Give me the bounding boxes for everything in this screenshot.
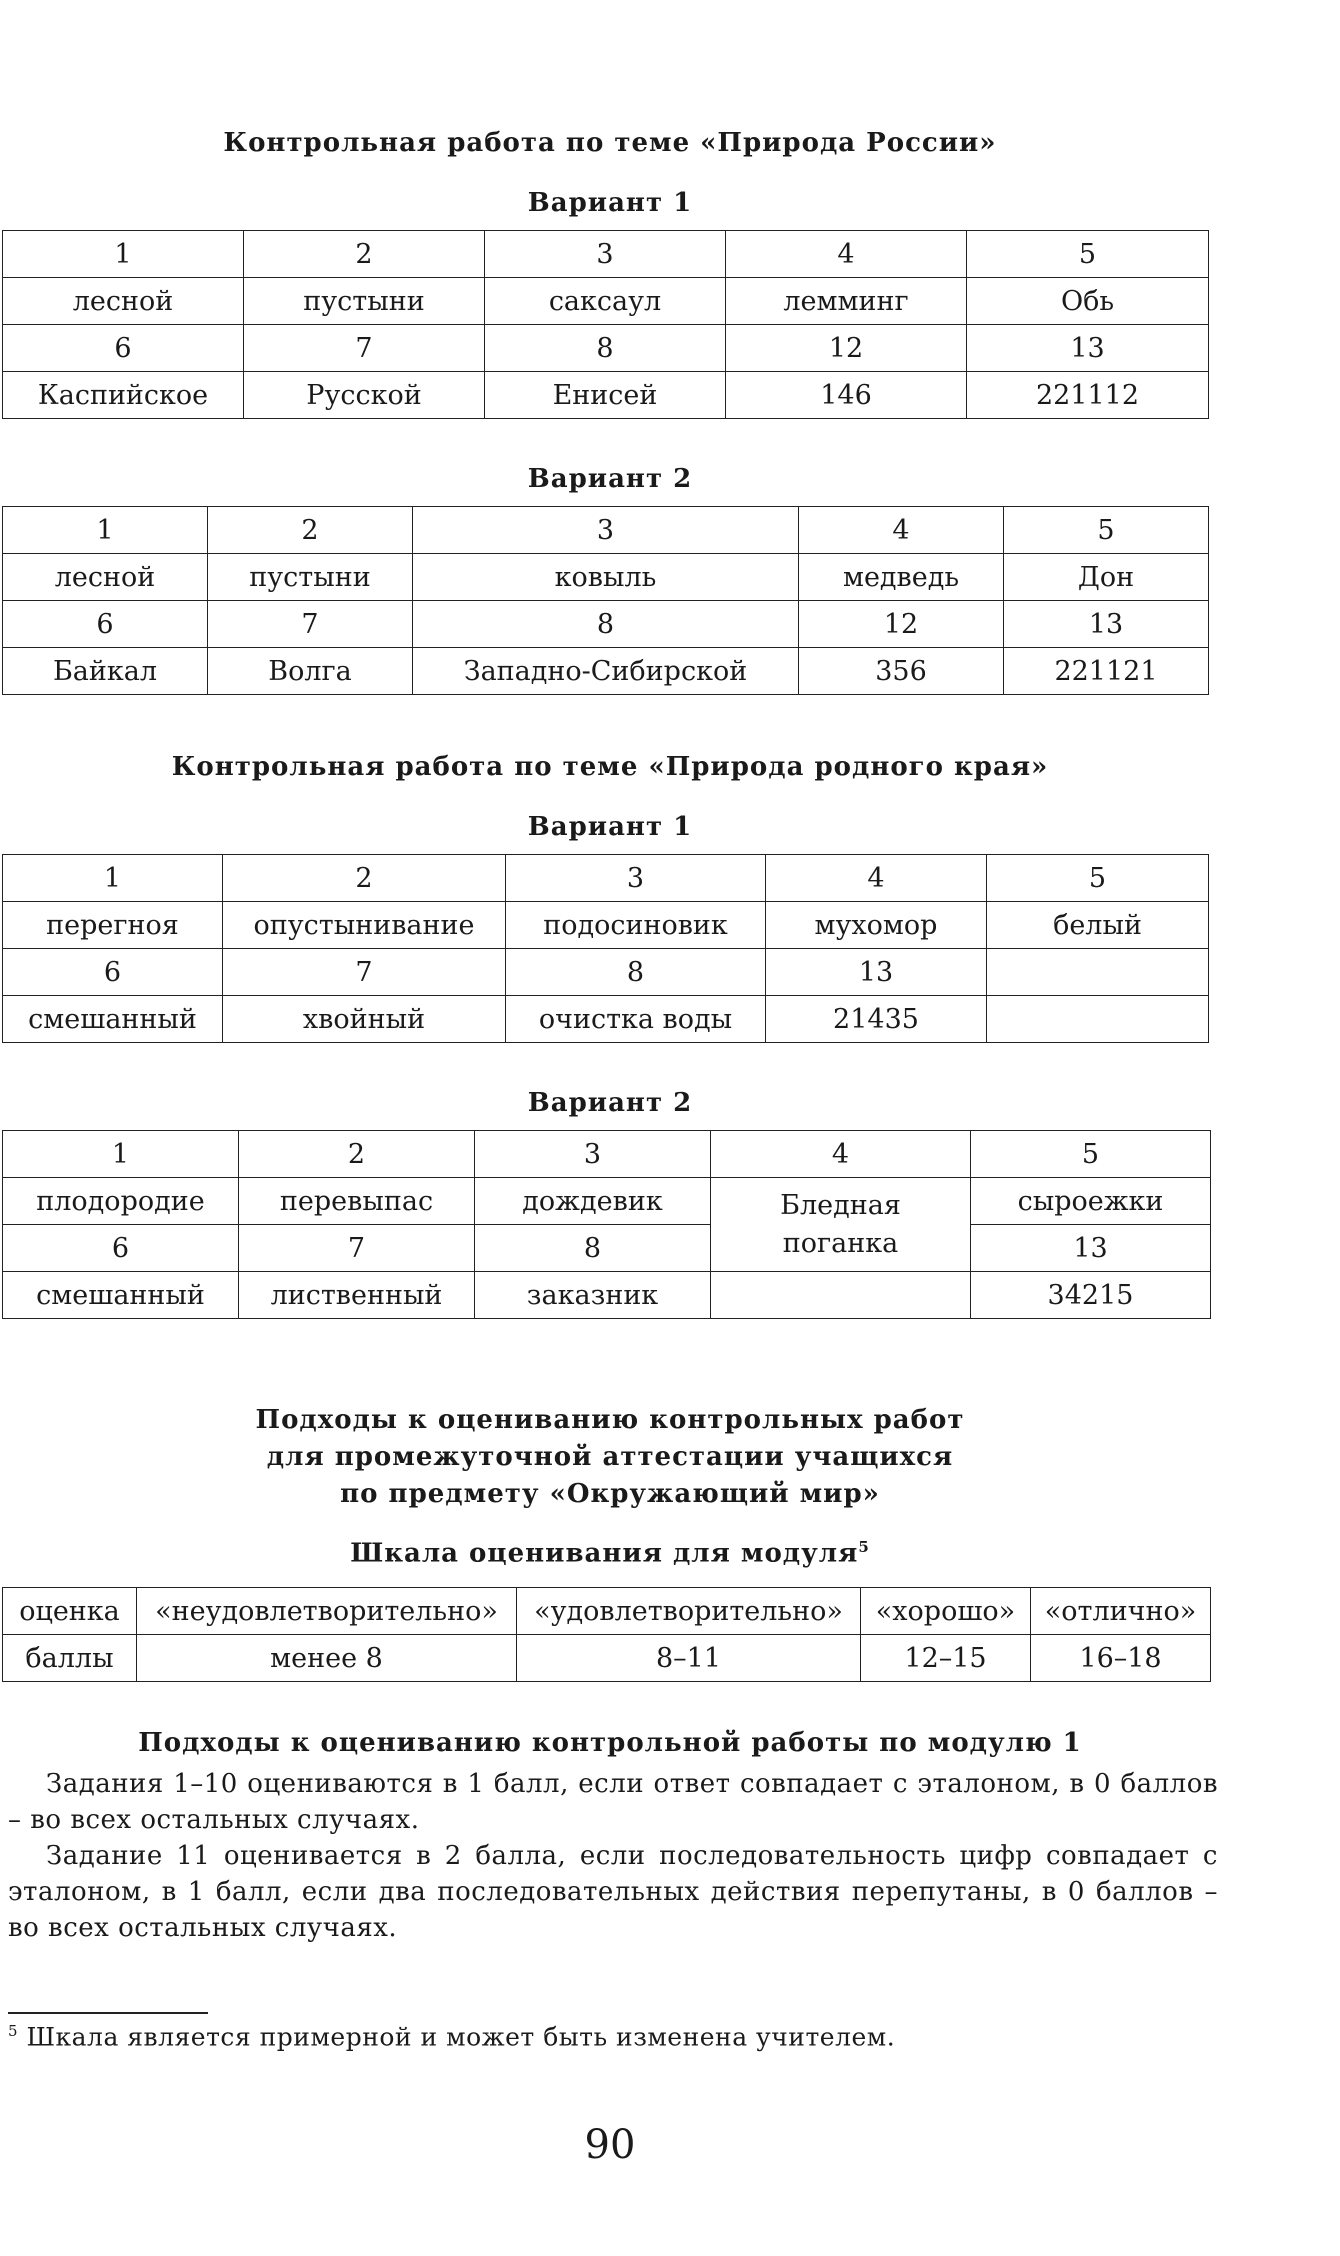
table-cell: 13 xyxy=(766,949,987,996)
table-cell: 34215 xyxy=(971,1272,1211,1319)
table-row xyxy=(3,1178,1211,1225)
table-cell: 7 xyxy=(239,1225,475,1272)
table-row xyxy=(3,554,1209,601)
table-cell: 6 xyxy=(3,601,208,648)
table-cell: пустыни xyxy=(208,554,413,601)
table-cell: 3 xyxy=(506,855,766,902)
section1-variant2-title: Вариант 2 xyxy=(527,464,693,494)
table-row xyxy=(3,1588,1211,1635)
table-cell: 13 xyxy=(1004,601,1209,648)
footnote xyxy=(8,2022,895,2051)
table-cell: 16–18 xyxy=(1031,1635,1211,1682)
table-cell: 5 xyxy=(967,231,1209,278)
table-cell: Дон xyxy=(1004,554,1209,601)
table-cell: 1 xyxy=(3,855,223,902)
table-cell: 3 xyxy=(475,1131,711,1178)
table-cell: смешанный xyxy=(3,1272,239,1319)
table-cell: 2 xyxy=(239,1131,475,1178)
table-row xyxy=(3,1635,1211,1682)
table-cell: 6 xyxy=(3,949,223,996)
section1-variant2-table xyxy=(2,506,1209,695)
table-cell: 3 xyxy=(485,231,726,278)
table-cell: лемминг xyxy=(726,278,967,325)
paragraph: Задания 1–10 оцениваются в 1 балл, если ответ совпадает с эталоном, в 0 баллов – во всех остальных случаях. xyxy=(8,1769,1218,1835)
section2-variant2-title: Вариант 2 xyxy=(527,1088,693,1118)
table-row xyxy=(3,278,1209,325)
table-cell: 8 xyxy=(475,1225,711,1272)
section1-variant1-table xyxy=(2,230,1209,419)
table-cell xyxy=(987,996,1209,1043)
table-cell: 7 xyxy=(244,325,485,372)
table-cell: 21435 xyxy=(766,996,987,1043)
table-cell xyxy=(711,1272,971,1319)
table-cell: саксаул xyxy=(485,278,726,325)
table-cell: 7 xyxy=(223,949,506,996)
merged-cell-line: Бледная xyxy=(780,1189,901,1221)
scale-title xyxy=(0,1538,1220,1569)
assessment-title-line: для промежуточной аттестации учащихся xyxy=(266,1442,954,1472)
footnote-mark: 5 xyxy=(8,2022,19,2040)
table-cell: 6 xyxy=(3,325,244,372)
table-row xyxy=(3,601,1209,648)
table-cell: ковыль xyxy=(413,554,799,601)
footnote-text: Шкала является примерной и может быть изменена учителем. xyxy=(26,2022,896,2052)
table-cell: очистка воды xyxy=(506,996,766,1043)
table-cell: 5 xyxy=(1004,507,1209,554)
table-cell: опустынивание xyxy=(223,902,506,949)
table-cell: «удовлетворительно» xyxy=(517,1588,861,1635)
table-cell: «отлично» xyxy=(1031,1588,1211,1635)
table-cell: 12–15 xyxy=(861,1635,1031,1682)
table-cell: 8 xyxy=(506,949,766,996)
table-row xyxy=(3,325,1209,372)
table-cell: перевыпас xyxy=(239,1178,475,1225)
section2-variant2-table xyxy=(2,1130,1211,1319)
table-cell: 12 xyxy=(726,325,967,372)
table-cell xyxy=(987,949,1209,996)
table-cell: 6 xyxy=(3,1225,239,1272)
footnote-mark: 5 xyxy=(858,1538,870,1556)
table-cell-merged xyxy=(711,1178,971,1272)
table-cell: 8–11 xyxy=(517,1635,861,1682)
scale-title-text: Шкала оценивания для модуля xyxy=(350,1538,859,1569)
table-cell: «хорошо» xyxy=(861,1588,1031,1635)
table-cell: хвойный xyxy=(223,996,506,1043)
table-cell: белый xyxy=(987,902,1209,949)
table-cell: сыроежки xyxy=(971,1178,1211,1225)
table-cell: менее 8 xyxy=(137,1635,517,1682)
table-cell: 12 xyxy=(799,601,1004,648)
table-cell: 221112 xyxy=(967,372,1209,419)
table-cell: 8 xyxy=(485,325,726,372)
table-cell: 4 xyxy=(726,231,967,278)
table-cell: 1 xyxy=(3,231,244,278)
table-cell: 4 xyxy=(766,855,987,902)
table-row xyxy=(3,372,1209,419)
table-cell: Волга xyxy=(208,648,413,695)
table-cell: 4 xyxy=(711,1131,971,1178)
table-cell: перегноя xyxy=(3,902,223,949)
table-cell: Обь xyxy=(967,278,1209,325)
section1-title: Контрольная работа по теме «Природа России» xyxy=(223,128,997,158)
table-row xyxy=(3,996,1209,1043)
table-cell: 5 xyxy=(987,855,1209,902)
table-row xyxy=(3,1131,1211,1178)
table-cell: лиственный xyxy=(239,1272,475,1319)
scale-table xyxy=(2,1587,1211,1682)
table-cell: Байкал xyxy=(3,648,208,695)
table-cell: дождевик xyxy=(475,1178,711,1225)
section2-title: Контрольная работа по теме «Природа родного края» xyxy=(171,752,1049,782)
table-cell: 4 xyxy=(799,507,1004,554)
section2-variant1-title: Вариант 1 xyxy=(527,812,693,842)
table-cell: смешанный xyxy=(3,996,223,1043)
table-row xyxy=(3,507,1209,554)
page-number: 90 xyxy=(584,2122,636,2168)
table-cell: плодородие xyxy=(3,1178,239,1225)
table-cell: Каспийское xyxy=(3,372,244,419)
table-cell: 8 xyxy=(413,601,799,648)
table-row xyxy=(3,648,1209,695)
table-cell: лесной xyxy=(3,554,208,601)
table-cell: Русской xyxy=(244,372,485,419)
footnote-rule xyxy=(8,2012,208,2014)
table-cell: мухомор xyxy=(766,902,987,949)
table-cell: заказник xyxy=(475,1272,711,1319)
table-cell: медведь xyxy=(799,554,1004,601)
table-row xyxy=(3,949,1209,996)
table-cell: 3 xyxy=(413,507,799,554)
assessment-title xyxy=(0,1402,1220,1513)
table-cell: 221121 xyxy=(1004,648,1209,695)
section2-variant1-table xyxy=(2,854,1209,1043)
table-cell: оценка xyxy=(3,1588,137,1635)
table-row xyxy=(3,1272,1211,1319)
table-cell: Западно-Сибирской xyxy=(413,648,799,695)
table-cell: «неудовлетворительно» xyxy=(137,1588,517,1635)
section1-variant1-title: Вариант 1 xyxy=(527,188,693,218)
table-cell: 7 xyxy=(208,601,413,648)
table-row xyxy=(3,902,1209,949)
table-row xyxy=(3,231,1209,278)
table-cell: 2 xyxy=(208,507,413,554)
table-cell: подосиновик xyxy=(506,902,766,949)
table-cell: 356 xyxy=(799,648,1004,695)
table-cell: 13 xyxy=(971,1225,1211,1272)
table-cell: пустыни xyxy=(244,278,485,325)
table-cell: 1 xyxy=(3,1131,239,1178)
paragraph: Задание 11 оценивается в 2 балла, если последовательность цифр совпадает с эталоном, в 1 балл, если два последовательных действия перепутаны, в 0 баллов – во всех остальных случаях. xyxy=(8,1841,1218,1943)
table-cell: лесной xyxy=(3,278,244,325)
assessment-title-line: по предмету «Окружающий мир» xyxy=(340,1479,880,1509)
table-cell: 5 xyxy=(971,1131,1211,1178)
table-cell: Енисей xyxy=(485,372,726,419)
assessment-title-line: Подходы к оцениванию контрольных работ xyxy=(255,1405,965,1435)
table-cell: 2 xyxy=(223,855,506,902)
table-cell: 13 xyxy=(967,325,1209,372)
module-title: Подходы к оцениванию контрольной работы по модулю 1 xyxy=(138,1728,1082,1758)
table-cell: 2 xyxy=(244,231,485,278)
table-row xyxy=(3,855,1209,902)
merged-cell-line: поганка xyxy=(782,1227,899,1259)
table-row xyxy=(3,1225,1211,1272)
table-cell: баллы xyxy=(3,1635,137,1682)
table-cell: 146 xyxy=(726,372,967,419)
table-cell: 1 xyxy=(3,507,208,554)
